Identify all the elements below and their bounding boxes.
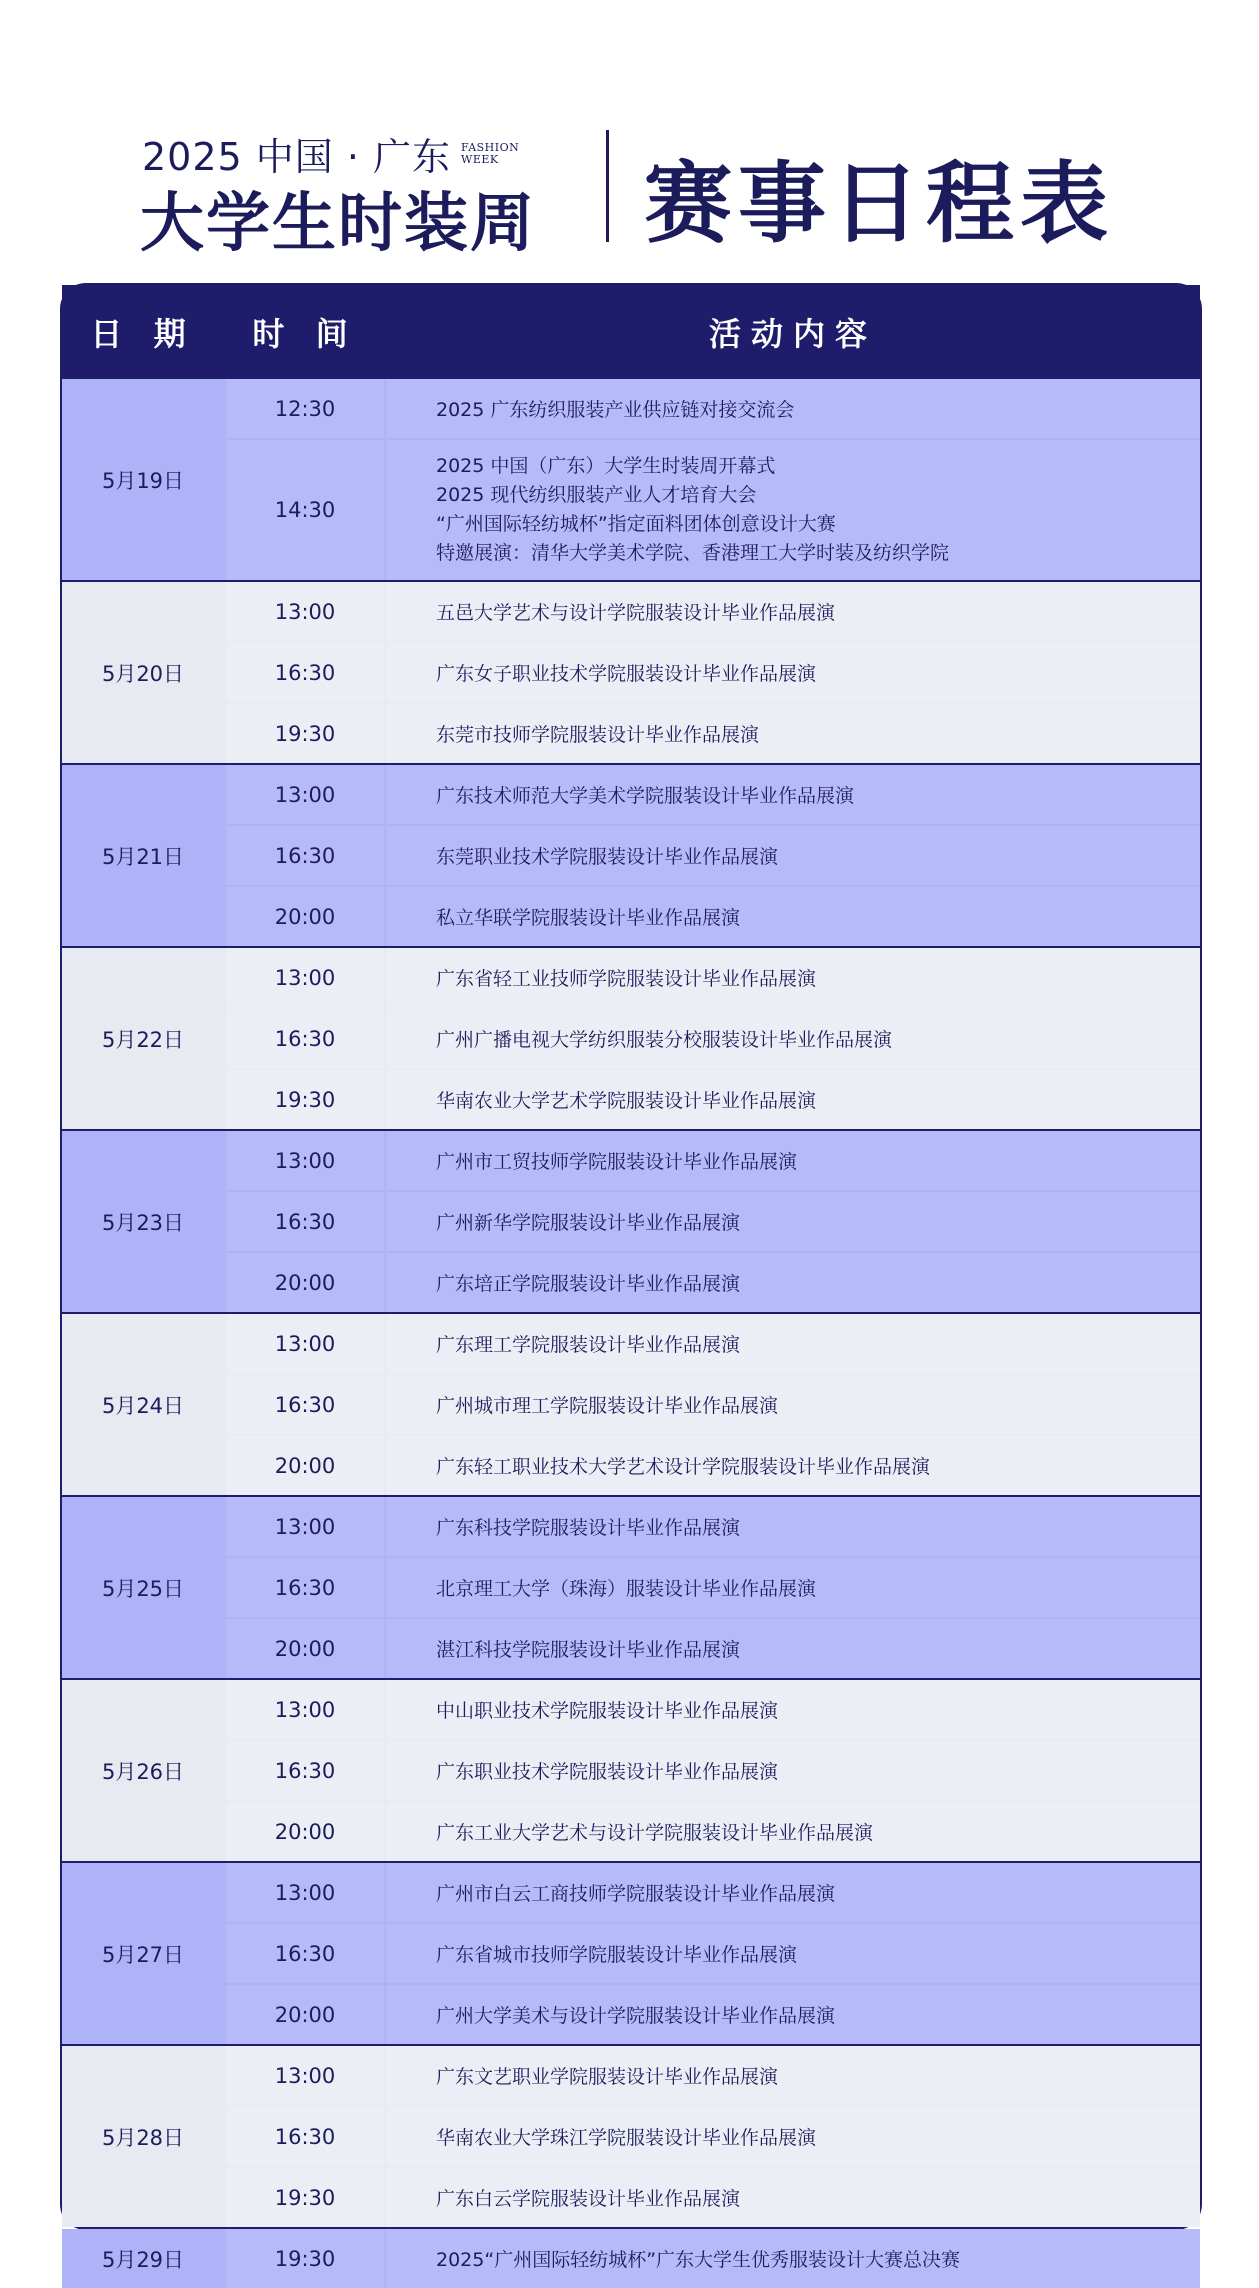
time-cell: 19:30 bbox=[226, 2229, 384, 2288]
time-cell: 20:00 bbox=[226, 887, 384, 946]
activity-line: 广州城市理工学院服装设计毕业作品展演 bbox=[436, 1395, 779, 1417]
activity-cell bbox=[386, 1009, 1200, 1068]
date-cell: 5月28日 bbox=[62, 2046, 224, 2227]
activity-cell bbox=[386, 379, 1200, 438]
column-header-date: 日 期 bbox=[90, 315, 196, 353]
table-row bbox=[226, 1924, 1200, 1983]
activity-line: 广州新华学院服装设计毕业作品展演 bbox=[436, 1212, 741, 1234]
time-cell: 19:30 bbox=[226, 704, 384, 763]
table-row bbox=[226, 765, 1200, 824]
date-group bbox=[62, 582, 1200, 763]
activity-line: 特邀展演：清华大学美术学院、香港理工大学时装及纺织学院 bbox=[436, 542, 950, 564]
brand-name: 大学生时装周 bbox=[140, 187, 536, 261]
week-text: WEEK bbox=[461, 152, 499, 166]
activity-cell bbox=[386, 1802, 1200, 1861]
date-group bbox=[62, 1497, 1200, 1678]
activity-line: 五邑大学艺术与设计学院服装设计毕业作品展演 bbox=[436, 602, 836, 624]
date-cell: 5月26日 bbox=[62, 1680, 224, 1861]
time-cell: 16:30 bbox=[226, 1924, 384, 1983]
date-cell: 5月21日 bbox=[62, 765, 224, 946]
activity-line: 广东技术师范大学美术学院服装设计毕业作品展演 bbox=[436, 785, 855, 807]
activity-line: 广东省轻工业技师学院服装设计毕业作品展演 bbox=[436, 968, 817, 990]
activity-cell bbox=[386, 2046, 1200, 2105]
activity-line: 广东省城市技师学院服装设计毕业作品展演 bbox=[436, 1944, 798, 1966]
activity-line: 广东理工学院服装设计毕业作品展演 bbox=[436, 1334, 741, 1356]
time-cell: 16:30 bbox=[226, 1375, 384, 1434]
activity-cell bbox=[386, 2107, 1200, 2166]
table-row bbox=[226, 1009, 1200, 1068]
time-cell: 12:30 bbox=[226, 379, 384, 438]
time-cell: 13:00 bbox=[226, 1863, 384, 1922]
activity-cell bbox=[386, 826, 1200, 885]
time-cell: 16:30 bbox=[226, 1741, 384, 1800]
time-cell: 20:00 bbox=[226, 1619, 384, 1678]
fashion-week-mark bbox=[461, 142, 519, 166]
activity-cell bbox=[386, 1497, 1200, 1556]
activity-cell bbox=[386, 1436, 1200, 1495]
table-row bbox=[226, 826, 1200, 885]
activity-line: 2025 广东纺织服装产业供应链对接交流会 bbox=[436, 399, 795, 421]
date-cell: 5月20日 bbox=[62, 582, 224, 763]
time-cell: 13:00 bbox=[226, 2046, 384, 2105]
time-cell: 16:30 bbox=[226, 1192, 384, 1251]
activity-cell bbox=[386, 1863, 1200, 1922]
table-row bbox=[226, 1497, 1200, 1556]
activity-line: 广州市工贸技师学院服装设计毕业作品展演 bbox=[436, 1151, 798, 1173]
time-cell: 13:00 bbox=[226, 948, 384, 1007]
time-cell: 13:00 bbox=[226, 1131, 384, 1190]
activity-line: 广州广播电视大学纺织服装分校服装设计毕业作品展演 bbox=[436, 1029, 893, 1051]
page-title: 赛事日程表 bbox=[644, 152, 1115, 255]
time-cell: 20:00 bbox=[226, 1253, 384, 1312]
activity-cell bbox=[386, 1680, 1200, 1739]
table-body bbox=[62, 379, 1200, 2272]
table-row bbox=[226, 2046, 1200, 2105]
activity-line: 广东工业大学艺术与设计学院服装设计毕业作品展演 bbox=[436, 1822, 874, 1844]
table-row bbox=[226, 1314, 1200, 1373]
time-cell: 16:30 bbox=[226, 1558, 384, 1617]
activity-cell bbox=[386, 2229, 1200, 2288]
date-cell: 5月27日 bbox=[62, 1863, 224, 2044]
date-group bbox=[62, 379, 1200, 580]
table-row bbox=[226, 948, 1200, 1007]
activity-cell bbox=[386, 1924, 1200, 1983]
activity-cell bbox=[386, 643, 1200, 702]
time-cell: 20:00 bbox=[226, 1802, 384, 1861]
date-cell: 5月23日 bbox=[62, 1131, 224, 1312]
activity-line: 广州大学美术与设计学院服装设计毕业作品展演 bbox=[436, 2005, 836, 2027]
date-cell: 5月24日 bbox=[62, 1314, 224, 1495]
date-group bbox=[62, 1863, 1200, 2044]
table-row bbox=[226, 704, 1200, 763]
table-row bbox=[226, 1680, 1200, 1739]
time-cell: 20:00 bbox=[226, 1436, 384, 1495]
activity-line: 湛江科技学院服装设计毕业作品展演 bbox=[436, 1639, 741, 1661]
activity-cell bbox=[386, 1619, 1200, 1678]
activity-line: 华南农业大学艺术学院服装设计毕业作品展演 bbox=[436, 1090, 817, 1112]
activity-cell bbox=[386, 2168, 1200, 2227]
activity-line: 广东培正学院服装设计毕业作品展演 bbox=[436, 1273, 741, 1295]
activity-line: 北京理工大学（珠海）服装设计毕业作品展演 bbox=[436, 1578, 817, 1600]
table-row bbox=[226, 582, 1200, 641]
activity-line: 2025 现代纺织服装产业人才培育大会 bbox=[436, 484, 757, 506]
activity-line: 东莞职业技术学院服装设计毕业作品展演 bbox=[436, 846, 779, 868]
activity-cell bbox=[386, 440, 1200, 580]
activity-cell bbox=[386, 887, 1200, 946]
time-cell: 16:30 bbox=[226, 2107, 384, 2166]
time-cell: 16:30 bbox=[226, 826, 384, 885]
activity-cell bbox=[386, 1741, 1200, 1800]
activity-cell bbox=[386, 1314, 1200, 1373]
table-row bbox=[226, 1802, 1200, 1861]
date-group bbox=[62, 1131, 1200, 1312]
time-cell: 13:00 bbox=[226, 765, 384, 824]
schedule-table bbox=[60, 283, 1202, 2272]
time-cell: 20:00 bbox=[226, 1985, 384, 2044]
column-header-time: 时 间 bbox=[252, 315, 358, 353]
time-cell: 14:30 bbox=[226, 440, 384, 580]
table-row bbox=[226, 1253, 1200, 1312]
column-header-activity: 活动内容 bbox=[708, 315, 877, 353]
table-row bbox=[226, 1619, 1200, 1678]
date-group bbox=[62, 2229, 1200, 2288]
table-row bbox=[226, 2168, 1200, 2227]
activity-line: 东莞市技师学院服装设计毕业作品展演 bbox=[436, 724, 760, 746]
time-cell: 16:30 bbox=[226, 1009, 384, 1068]
activity-line: 中山职业技术学院服装设计毕业作品展演 bbox=[436, 1700, 779, 1722]
activity-cell bbox=[386, 1131, 1200, 1190]
brand-year-text: 2025 中国 · 广东 bbox=[142, 135, 452, 179]
activity-cell bbox=[386, 1985, 1200, 2044]
date-group bbox=[62, 1680, 1200, 1861]
date-group bbox=[62, 1314, 1200, 1495]
activity-line: 广东职业技术学院服装设计毕业作品展演 bbox=[436, 1761, 779, 1783]
date-cell: 5月22日 bbox=[62, 948, 224, 1129]
activity-line: 广州市白云工商技师学院服装设计毕业作品展演 bbox=[436, 1883, 836, 1905]
activity-line: 2025 中国（广东）大学生时装周开幕式 bbox=[436, 455, 776, 477]
activity-cell bbox=[386, 582, 1200, 641]
activity-line: 2025“广州国际轻纺城杯”广东大学生优秀服装设计大赛总决赛 bbox=[436, 2249, 961, 2271]
time-cell: 16:30 bbox=[226, 643, 384, 702]
fashion-text: FASHION bbox=[461, 140, 520, 154]
time-cell: 13:00 bbox=[226, 1680, 384, 1739]
table-row bbox=[226, 2107, 1200, 2166]
activity-cell bbox=[386, 1253, 1200, 1312]
table-row bbox=[226, 1985, 1200, 2044]
header-divider bbox=[606, 130, 609, 242]
time-cell: 19:30 bbox=[226, 2168, 384, 2227]
time-cell: 13:00 bbox=[226, 582, 384, 641]
activity-cell bbox=[386, 1558, 1200, 1617]
date-group bbox=[62, 948, 1200, 1129]
table-row bbox=[226, 643, 1200, 702]
activity-line: 广东女子职业技术学院服装设计毕业作品展演 bbox=[436, 663, 817, 685]
activity-cell bbox=[386, 948, 1200, 1007]
activity-line: 私立华联学院服装设计毕业作品展演 bbox=[436, 907, 741, 929]
date-group bbox=[62, 765, 1200, 946]
page-header bbox=[0, 0, 1259, 280]
table-row bbox=[226, 1070, 1200, 1129]
time-cell: 19:30 bbox=[226, 1070, 384, 1129]
table-row bbox=[226, 1192, 1200, 1251]
activity-line: 广东文艺职业学院服装设计毕业作品展演 bbox=[436, 2066, 779, 2088]
table-row bbox=[226, 2229, 1200, 2288]
table-row bbox=[226, 887, 1200, 946]
date-cell: 5月19日 bbox=[62, 379, 224, 580]
table-row bbox=[226, 1558, 1200, 1617]
activity-cell bbox=[386, 1070, 1200, 1129]
table-row bbox=[226, 379, 1200, 438]
activity-line: “广州国际轻纺城杯”指定面料团体创意设计大赛 bbox=[436, 513, 836, 535]
date-cell: 5月25日 bbox=[62, 1497, 224, 1678]
time-cell: 13:00 bbox=[226, 1497, 384, 1556]
activity-line: 广东科技学院服装设计毕业作品展演 bbox=[436, 1517, 741, 1539]
time-cell: 13:00 bbox=[226, 1314, 384, 1373]
activity-line: 华南农业大学珠江学院服装设计毕业作品展演 bbox=[436, 2127, 817, 2149]
table-header bbox=[62, 285, 1200, 379]
table-row bbox=[226, 1131, 1200, 1190]
activity-cell bbox=[386, 1375, 1200, 1434]
table-row bbox=[226, 1375, 1200, 1434]
table-row bbox=[226, 1741, 1200, 1800]
activity-cell bbox=[386, 1192, 1200, 1251]
date-cell: 5月29日 bbox=[62, 2229, 224, 2288]
activity-line: 广东轻工职业技术大学艺术设计学院服装设计毕业作品展演 bbox=[436, 1456, 931, 1478]
table-row bbox=[226, 1863, 1200, 1922]
activity-cell bbox=[386, 765, 1200, 824]
activity-line: 广东白云学院服装设计毕业作品展演 bbox=[436, 2188, 741, 2210]
table-row bbox=[226, 1436, 1200, 1495]
activity-cell bbox=[386, 704, 1200, 763]
table-row bbox=[226, 440, 1200, 580]
date-group bbox=[62, 2046, 1200, 2227]
